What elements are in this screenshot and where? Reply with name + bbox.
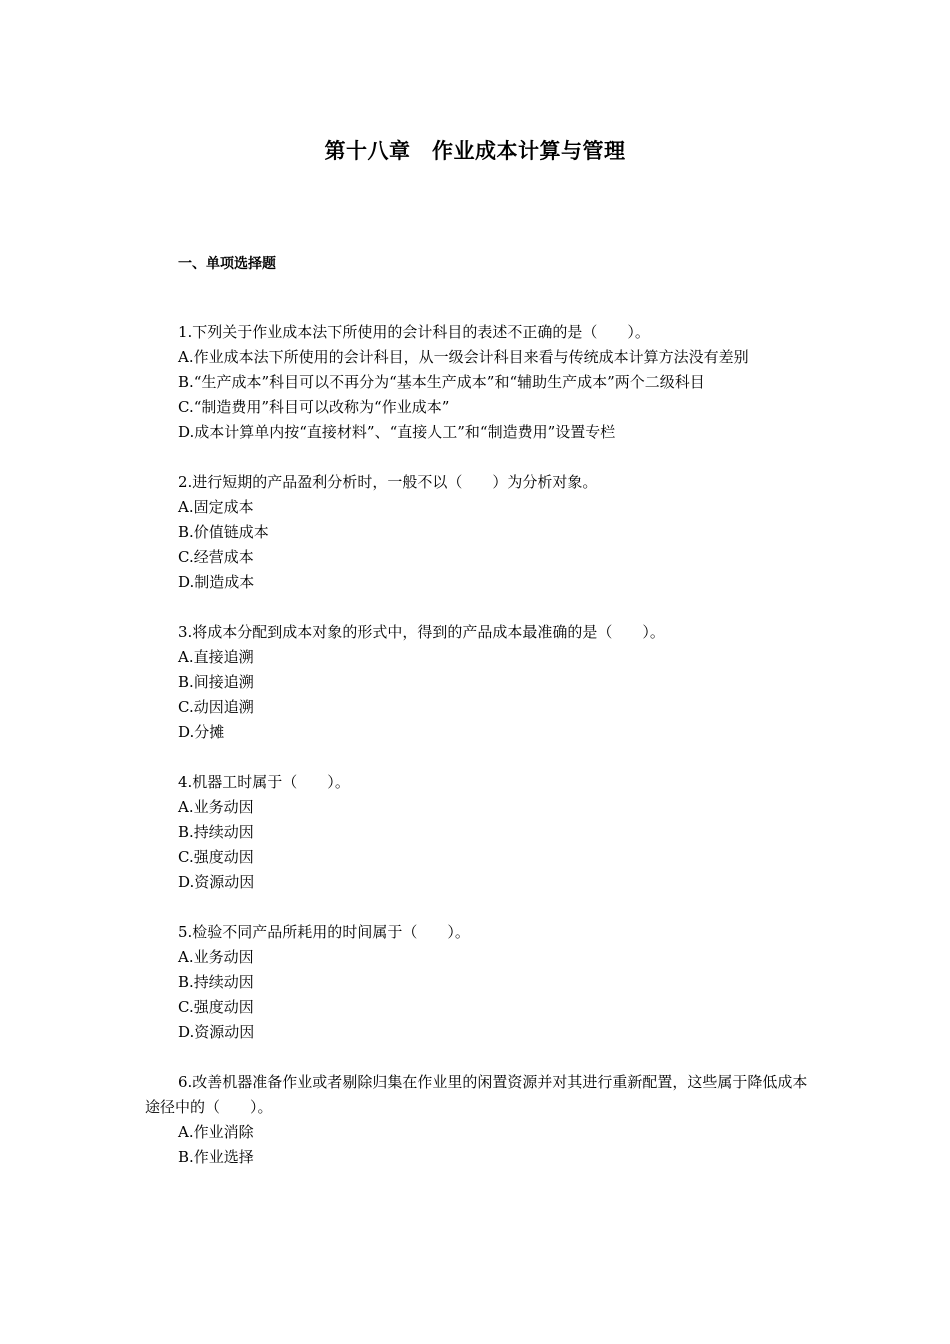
answer-option: C.动因追溯 — [178, 698, 254, 716]
answer-option: A.直接追溯 — [178, 648, 254, 666]
answer-option: A.业务动因 — [178, 798, 254, 816]
answer-option: B.作业选择 — [178, 1148, 254, 1166]
question-item — [145, 470, 811, 595]
answer-option: D.资源动因 — [178, 1023, 255, 1041]
answer-option: D.成本计算单内按“直接材料”、“直接人工”和“制造费用”设置专栏 — [178, 423, 616, 441]
page-title: 第十八章 作业成本计算与管理 — [324, 139, 626, 163]
answer-option: B.间接追溯 — [178, 673, 254, 691]
answer-option: D.资源动因 — [178, 873, 255, 891]
answer-option: B.持续动因 — [178, 973, 254, 991]
question-item — [145, 620, 811, 745]
answer-option: B.持续动因 — [178, 823, 254, 841]
question-stem: 6.改善机器准备作业或者剔除归集在作业里的闲置资源并对其进行重新配置，这些属于降低成本途径中的（ ）。 — [145, 1073, 808, 1116]
answer-option: B.“生产成本”科目可以不再分为“基本生产成本”和“辅助生产成本”两个二级科目 — [178, 373, 705, 391]
question-stem: 5.检验不同产品所耗用的时间属于（ ）。 — [178, 923, 470, 941]
section-heading: 一、单项选择题 — [178, 256, 276, 272]
answer-option: C.“制造费用”科目可以改称为“作业成本” — [178, 398, 450, 416]
answer-option: A.作业消除 — [178, 1123, 254, 1141]
answer-option: A.作业成本法下所使用的会计科目，从一级会计科目来看与传统成本计算方法没有差别 — [178, 348, 749, 366]
question-item — [145, 1070, 811, 1170]
question-list — [145, 320, 811, 1195]
answer-option: C.强度动因 — [178, 998, 254, 1016]
answer-option: C.强度动因 — [178, 848, 254, 866]
answer-option: A.业务动因 — [178, 948, 254, 966]
question-item — [145, 920, 811, 1045]
question-item — [145, 320, 811, 445]
answer-option: D.制造成本 — [178, 573, 255, 591]
answer-option: D.分摊 — [178, 723, 225, 741]
question-stem: 3.将成本分配到成本对象的形式中，得到的产品成本最准确的是（ ）。 — [178, 623, 665, 641]
question-stem: 4.机器工时属于（ ）。 — [178, 773, 350, 791]
question-item — [145, 770, 811, 895]
answer-option: B.价值链成本 — [178, 523, 269, 541]
question-stem: 2.进行短期的产品盈利分析时，一般不以（ ）为分析对象。 — [178, 473, 598, 491]
question-stem: 1.下列关于作业成本法下所使用的会计科目的表述不正确的是（ ）。 — [178, 323, 650, 341]
answer-option: A.固定成本 — [178, 498, 254, 516]
answer-option: C.经营成本 — [178, 548, 254, 566]
